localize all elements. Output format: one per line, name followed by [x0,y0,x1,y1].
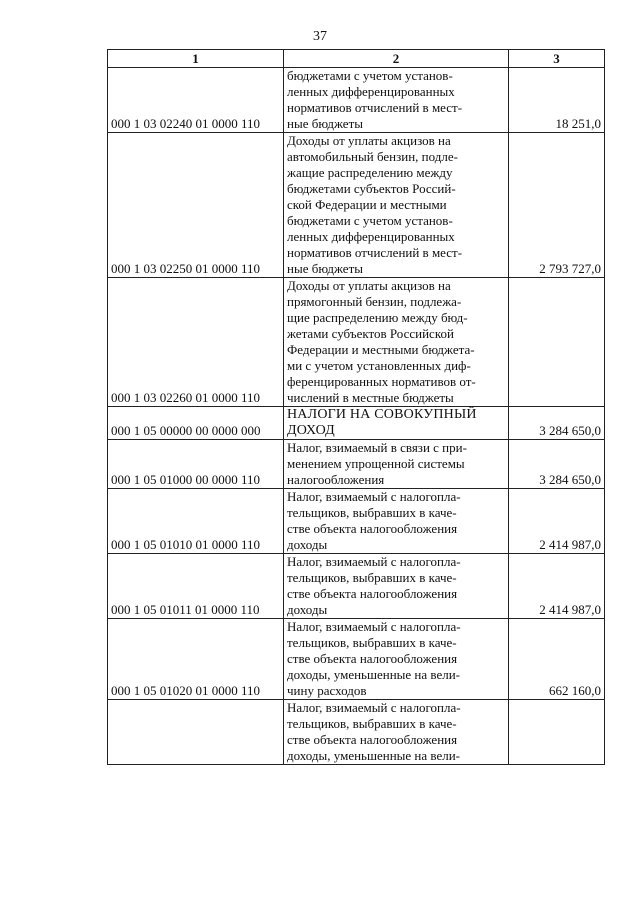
row-code [108,700,284,765]
row-amount: 2 414 987,0 [509,554,605,619]
row-description: бюджетами с учетом установ- ленных дифференцированных нормативов отчислений в мест- ные бюджеты [284,68,509,133]
row-amount: 3 284 650,0 [509,440,605,489]
row-code: 000 1 03 02240 01 0000 110 [108,68,284,133]
table-row [108,554,605,619]
row-amount: 2 414 987,0 [509,489,605,554]
row-code: 000 1 05 00000 00 0000 000 [108,407,284,440]
row-amount: 18 251,0 [509,68,605,133]
revenue-table [107,49,605,765]
row-code: 000 1 05 01011 01 0000 110 [108,554,284,619]
page-number: 37 [313,29,327,44]
table-row [108,133,605,278]
row-amount: 662 160,0 [509,619,605,700]
column-header-code: 1 [108,50,284,68]
row-description: Налог, взимаемый с налогопла- тельщиков, выбравших в каче- стве объекта налогообложения доходы, уменьшенные на вели- чину расходов [284,619,509,700]
table-row [108,68,605,133]
row-description: Налог, взимаемый с налогопла- тельщиков, выбравших в каче- стве объекта налогообложения доходы [284,489,509,554]
table-row [108,700,605,765]
row-code: 000 1 03 02250 01 0000 110 [108,133,284,278]
table-header-row [108,50,605,68]
row-description: НАЛОГИ НА СОВОКУПНЫЙ ДОХОД [284,407,509,440]
row-amount [509,278,605,407]
row-description: Доходы от уплаты акцизов на автомобильный бензин, подле- жащие распределению между бюджетами субъектов Россий- ской Федерации и местными бюджетами с учетом установ- ленных дифференцированных нормативов отчислений в мест- ные бюджеты [284,133,509,278]
table-row [108,489,605,554]
row-code: 000 1 03 02260 01 0000 110 [108,278,284,407]
table-row [108,407,605,440]
table-row [108,440,605,489]
row-description: Налог, взимаемый с налогопла- тельщиков, выбравших в каче- стве объекта налогообложения доходы [284,554,509,619]
row-description: Налог, взимаемый в связи с при- менением упрощенной системы налогообложения [284,440,509,489]
column-header-description: 2 [284,50,509,68]
table-row [108,619,605,700]
row-amount: 3 284 650,0 [509,407,605,440]
row-amount [509,700,605,765]
table-row [108,278,605,407]
row-amount: 2 793 727,0 [509,133,605,278]
row-code: 000 1 05 01010 01 0000 110 [108,489,284,554]
column-header-amount: 3 [509,50,605,68]
row-code: 000 1 05 01020 01 0000 110 [108,619,284,700]
row-code: 000 1 05 01000 00 0000 110 [108,440,284,489]
row-description: Доходы от уплаты акцизов на прямогонный бензин, подлежа- щие распределению между бюд- жетами субъектов Российской Федерации и местными бюджета- ми с учетом установленных диф- ференцированных нормативов от- числений в местные бюджеты [284,278,509,407]
row-description: Налог, взимаемый с налогопла- тельщиков, выбравших в каче- стве объекта налогообложения доходы, уменьшенные на вели- [284,700,509,765]
